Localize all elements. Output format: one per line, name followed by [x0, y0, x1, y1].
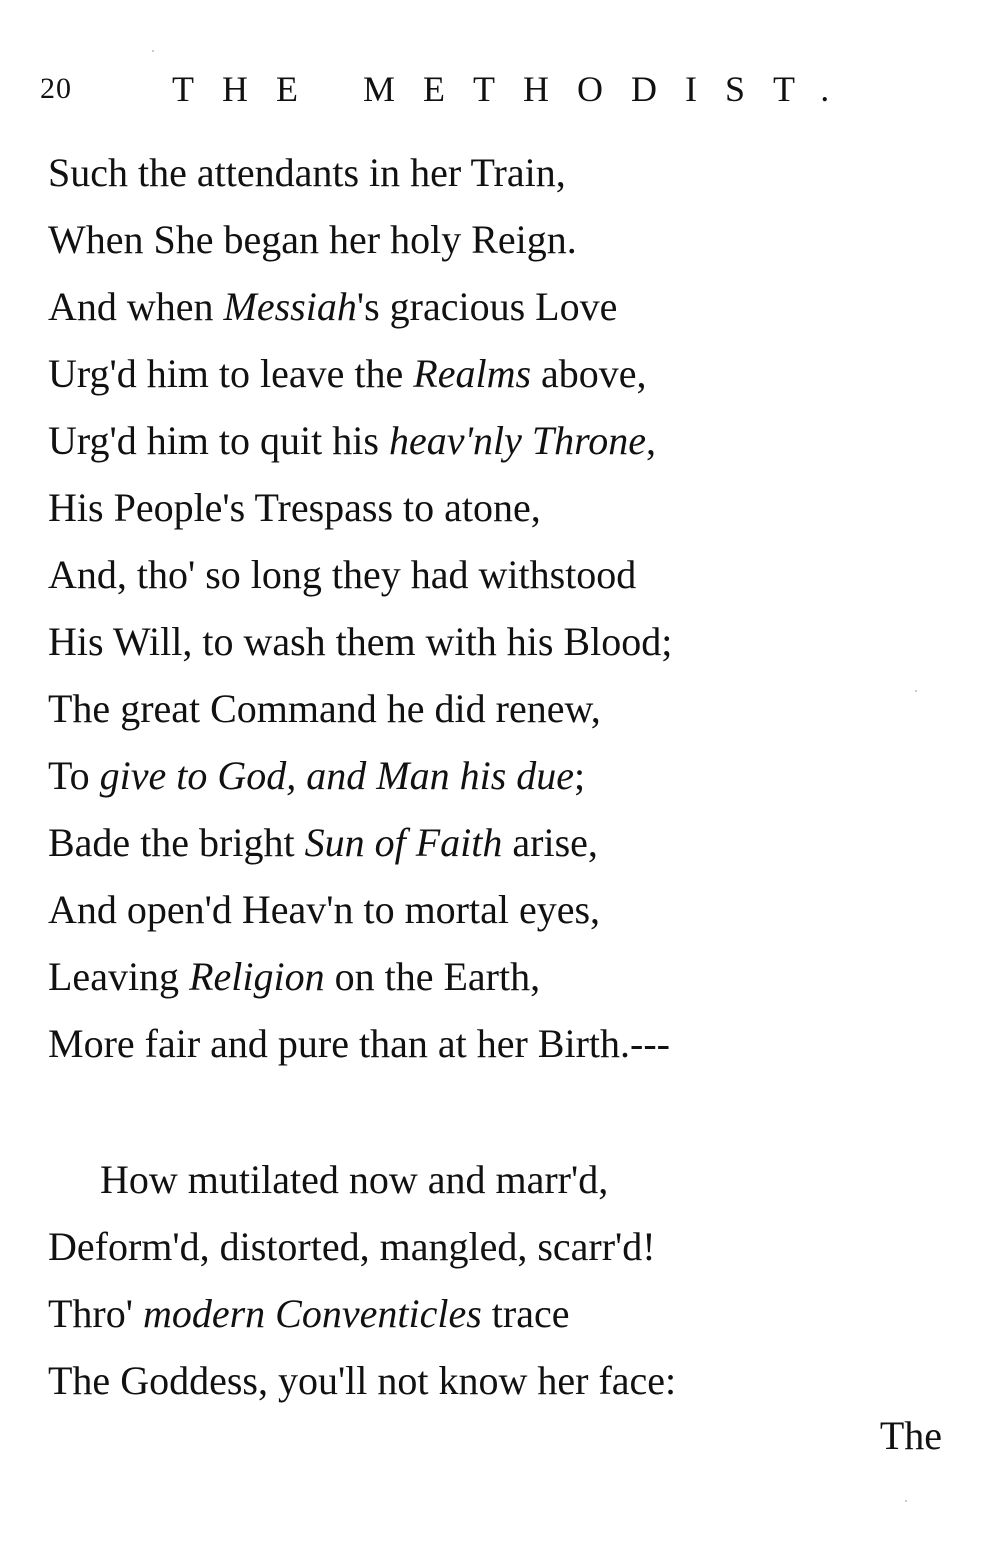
verse-line: Thro' modern Conventicles trace — [48, 1291, 570, 1336]
stanza-2 — [48, 1147, 676, 1415]
paper-speck — [915, 690, 917, 692]
verse-line: How mutilated now and marr'd, — [100, 1157, 609, 1202]
verse-line: Urg'd him to quit his heav'nly Throne, — [48, 418, 656, 463]
italic-phrase: give to God, and Man his due — [99, 753, 575, 798]
page-header — [40, 68, 860, 114]
verse-line: And when Messiah's gracious Love — [48, 284, 618, 329]
verse-line: When She began her holy Reign. — [48, 217, 577, 262]
verse-line: Deform'd, distorted, mangled, scarr'd! — [48, 1224, 656, 1269]
verse-line: Such the attendants in her Train, — [48, 150, 566, 195]
verse-line: And open'd Heav'n to mortal eyes, — [48, 887, 601, 932]
italic-phrase: modern Conventicles — [142, 1291, 482, 1336]
italic-phrase: Messiah — [223, 284, 357, 329]
verse-line: Bade the bright Sun of Faith arise, — [48, 820, 598, 865]
running-title: THE METHODIST. — [172, 69, 858, 109]
verse-line: More fair and pure than at her Birth.--- — [48, 1021, 670, 1066]
italic-phrase: Sun of Faith — [304, 820, 503, 865]
verse-line: Urg'd him to leave the Realms above, — [48, 351, 647, 396]
verse-line: The Goddess, you'll not know her face: — [48, 1358, 677, 1403]
page-number: 20 — [40, 72, 72, 105]
italic-phrase: Religion — [189, 954, 325, 999]
paper-speck — [152, 50, 154, 52]
catchword: The — [879, 1413, 942, 1458]
italic-phrase: Realms — [413, 351, 532, 396]
paper-speck — [905, 1500, 907, 1502]
verse-line: And, tho' so long they had withstood — [48, 552, 637, 597]
verse-line: To give to God, and Man his due; — [48, 753, 586, 798]
verse-line: Leaving Religion on the Earth, — [48, 954, 541, 999]
stanza-1 — [48, 140, 672, 1078]
verse-line: The great Command he did renew, — [48, 686, 601, 731]
verse-line: His Will, to wash them with his Blood; — [48, 619, 673, 664]
verse-line: His People's Trespass to atone, — [48, 485, 541, 530]
italic-phrase: heav'nly Throne — [388, 418, 646, 463]
